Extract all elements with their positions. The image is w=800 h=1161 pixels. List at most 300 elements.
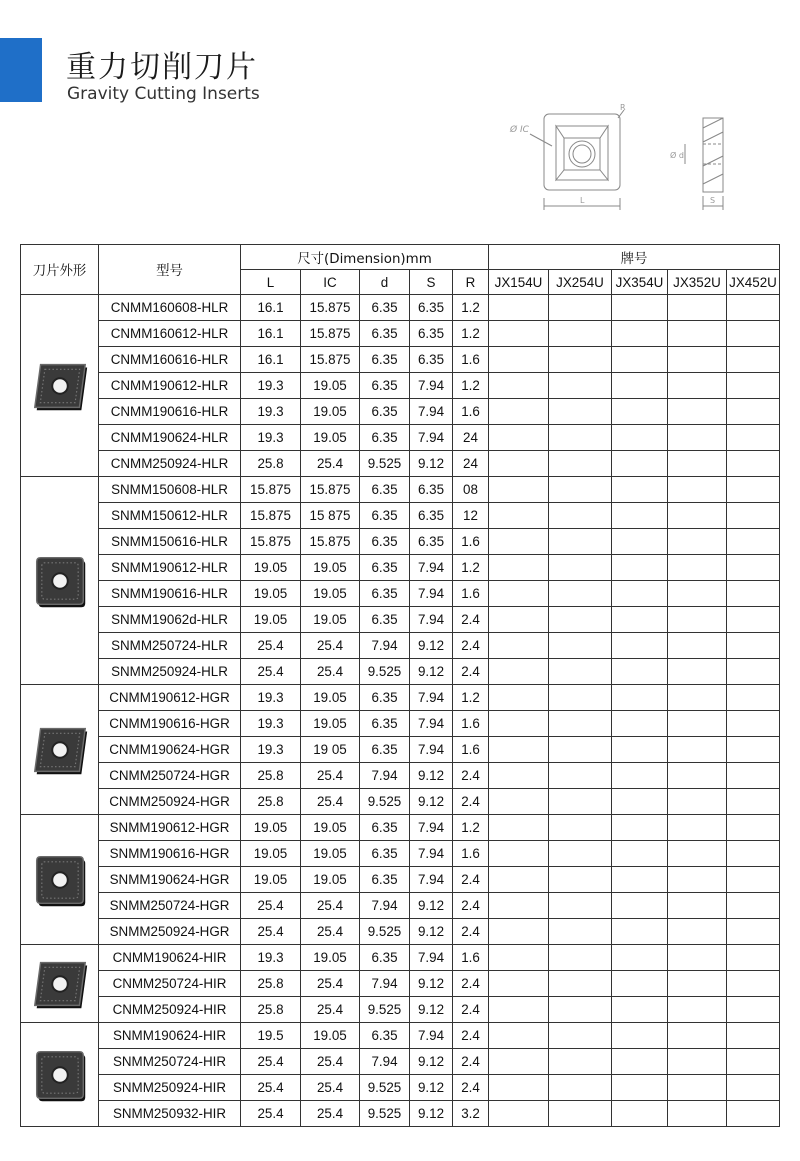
s-cell: 7.94 — [410, 867, 453, 893]
l-cell: 25.8 — [241, 971, 301, 997]
table-row — [21, 503, 780, 529]
grade-cell — [612, 633, 668, 659]
r-cell: 2.4 — [453, 1049, 489, 1075]
model-cell: CNMM160612-HLR — [99, 321, 241, 347]
ic-cell: 19.05 — [301, 555, 360, 581]
grade-cell — [727, 971, 780, 997]
r-cell: 1.2 — [453, 295, 489, 321]
s-cell: 6.35 — [410, 529, 453, 555]
s-cell: 7.94 — [410, 685, 453, 711]
l-cell: 19.05 — [241, 607, 301, 633]
ic-cell: 25.4 — [301, 659, 360, 685]
s-cell: 9.12 — [410, 1075, 453, 1101]
l-cell: 19.3 — [241, 399, 301, 425]
grade-cell — [612, 1101, 668, 1127]
grade-cell — [489, 659, 549, 685]
grade-cell — [549, 971, 612, 997]
s-cell: 6.35 — [410, 503, 453, 529]
grade-cell — [489, 1023, 549, 1049]
l-cell: 25.4 — [241, 1075, 301, 1101]
s-cell: 7.94 — [410, 711, 453, 737]
s-cell: 9.12 — [410, 1101, 453, 1127]
d-cell: 6.35 — [360, 867, 410, 893]
s-cell: 9.12 — [410, 763, 453, 789]
table-row — [21, 1023, 780, 1049]
grade-cell — [668, 919, 727, 945]
grade-cell — [549, 763, 612, 789]
grade-cell — [489, 789, 549, 815]
header-s: S — [410, 270, 453, 295]
d-cell: 7.94 — [360, 971, 410, 997]
grade-cell — [612, 399, 668, 425]
model-cell: CNMM160608-HLR — [99, 295, 241, 321]
grade-cell — [549, 711, 612, 737]
grade-cell — [489, 633, 549, 659]
d-cell: 6.35 — [360, 503, 410, 529]
d-cell: 9.525 — [360, 1075, 410, 1101]
grade-cell — [727, 659, 780, 685]
ic-cell: 15.875 — [301, 347, 360, 373]
grade-cell — [668, 1049, 727, 1075]
s-cell: 7.94 — [410, 607, 453, 633]
s-cell: 7.94 — [410, 737, 453, 763]
grade-cell — [549, 633, 612, 659]
l-label: L — [580, 196, 585, 205]
r-cell: 1.6 — [453, 347, 489, 373]
grade-cell — [489, 971, 549, 997]
grade-cell — [489, 893, 549, 919]
ic-cell: 25.4 — [301, 789, 360, 815]
d-cell: 6.35 — [360, 477, 410, 503]
insert-shape-cell — [21, 685, 99, 815]
grade-cell — [489, 321, 549, 347]
grade-cell — [612, 581, 668, 607]
grade-cell — [727, 503, 780, 529]
insert-shape-cell — [21, 1023, 99, 1127]
table-row — [21, 581, 780, 607]
ic-cell: 19.05 — [301, 841, 360, 867]
ic-cell: 19.05 — [301, 945, 360, 971]
ic-cell: 25.4 — [301, 763, 360, 789]
ic-cell: 15.875 — [301, 477, 360, 503]
grade-cell — [489, 399, 549, 425]
grade-cell — [612, 841, 668, 867]
grade-cell — [489, 919, 549, 945]
grade-cell — [668, 555, 727, 581]
grade-cell — [549, 607, 612, 633]
grade-cell — [489, 1049, 549, 1075]
table-row — [21, 1049, 780, 1075]
model-cell: CNMM190624-HGR — [99, 737, 241, 763]
grade-cell — [612, 555, 668, 581]
grade-cell — [668, 633, 727, 659]
grade-cell — [612, 711, 668, 737]
r-cell: 12 — [453, 503, 489, 529]
grade-cell — [549, 919, 612, 945]
d-cell: 6.35 — [360, 581, 410, 607]
grade-cell — [549, 581, 612, 607]
d-cell: 7.94 — [360, 893, 410, 919]
l-cell: 25.4 — [241, 1049, 301, 1075]
l-cell: 19.3 — [241, 711, 301, 737]
header-l: L — [241, 270, 301, 295]
ic-cell: 25.4 — [301, 451, 360, 477]
l-cell: 19.3 — [241, 373, 301, 399]
l-cell: 19.05 — [241, 815, 301, 841]
table-row — [21, 373, 780, 399]
grade-cell — [549, 841, 612, 867]
grade-cell — [489, 529, 549, 555]
grade-cell — [668, 321, 727, 347]
l-cell: 16.1 — [241, 321, 301, 347]
model-cell: SNMM250724-HLR — [99, 633, 241, 659]
header-jx254u: JX254U — [549, 270, 612, 295]
table-header-row — [21, 245, 780, 270]
table-row — [21, 633, 780, 659]
grade-cell — [612, 789, 668, 815]
model-cell: SNMM190624-HIR — [99, 1023, 241, 1049]
grade-cell — [612, 425, 668, 451]
grade-cell — [549, 503, 612, 529]
model-cell: CNMM190624-HIR — [99, 945, 241, 971]
grade-cell — [668, 893, 727, 919]
table-row — [21, 919, 780, 945]
r-cell: 2.4 — [453, 789, 489, 815]
grade-cell — [727, 945, 780, 971]
model-cell: SNMM19062d-HLR — [99, 607, 241, 633]
grade-cell — [668, 1101, 727, 1127]
s-cell: 7.94 — [410, 555, 453, 581]
l-cell: 25.8 — [241, 789, 301, 815]
grade-cell — [668, 1075, 727, 1101]
l-cell: 19.05 — [241, 581, 301, 607]
table-row — [21, 1101, 780, 1127]
s-cell: 7.94 — [410, 945, 453, 971]
grade-cell — [612, 607, 668, 633]
grade-cell — [668, 867, 727, 893]
ic-cell: 19.05 — [301, 425, 360, 451]
grade-cell — [727, 1049, 780, 1075]
grade-cell — [727, 685, 780, 711]
grade-cell — [549, 659, 612, 685]
insert-shape-cell — [21, 815, 99, 945]
d-cell: 6.35 — [360, 711, 410, 737]
d-cell: 6.35 — [360, 373, 410, 399]
grade-cell — [727, 347, 780, 373]
ic-cell: 19.05 — [301, 399, 360, 425]
ic-cell: 19.05 — [301, 867, 360, 893]
ic-cell: 15.875 — [301, 529, 360, 555]
l-cell: 25.4 — [241, 633, 301, 659]
grade-cell — [549, 321, 612, 347]
grade-cell — [668, 373, 727, 399]
grade-cell — [612, 295, 668, 321]
l-cell: 25.4 — [241, 659, 301, 685]
snmm-square-insert-icon — [27, 551, 93, 611]
grade-cell — [668, 711, 727, 737]
s-cell: 7.94 — [410, 1023, 453, 1049]
grade-cell — [727, 607, 780, 633]
table-row — [21, 997, 780, 1023]
insert-front-view — [530, 110, 624, 210]
grade-cell — [489, 477, 549, 503]
grade-cell — [612, 477, 668, 503]
d-cell: 6.35 — [360, 737, 410, 763]
model-cell: CNMM250924-HGR — [99, 789, 241, 815]
s-cell: 9.12 — [410, 789, 453, 815]
cnmm-rhombic-insert-icon — [27, 356, 93, 416]
page-title: 重力切削刀片 — [66, 50, 258, 85]
d-cell: 6.35 — [360, 399, 410, 425]
grade-cell — [668, 347, 727, 373]
grade-cell — [612, 893, 668, 919]
grade-cell — [668, 945, 727, 971]
ic-cell: 25.4 — [301, 1049, 360, 1075]
table-row — [21, 867, 780, 893]
ic-cell: 19.05 — [301, 711, 360, 737]
d-cell: 7.94 — [360, 633, 410, 659]
d-cell: 6.35 — [360, 1023, 410, 1049]
grade-cell — [727, 997, 780, 1023]
grade-cell — [668, 971, 727, 997]
s-cell: 9.12 — [410, 971, 453, 997]
l-cell: 19.05 — [241, 867, 301, 893]
s-cell: 9.12 — [410, 633, 453, 659]
grade-cell — [727, 763, 780, 789]
d-cell: 9.525 — [360, 451, 410, 477]
header-jx452u: JX452U — [727, 270, 780, 295]
table-row — [21, 815, 780, 841]
r-cell: 2.4 — [453, 867, 489, 893]
grade-cell — [549, 1101, 612, 1127]
table-row — [21, 711, 780, 737]
grade-cell — [668, 685, 727, 711]
grade-cell — [549, 555, 612, 581]
grade-cell — [549, 893, 612, 919]
cnmm-hgr-insert-icon — [27, 720, 93, 780]
ic-cell: 15.875 — [301, 295, 360, 321]
table-row — [21, 789, 780, 815]
grade-cell — [612, 867, 668, 893]
header-dimension: 尺寸(Dimension)mm — [241, 245, 489, 270]
grade-cell — [489, 373, 549, 399]
grade-cell — [727, 893, 780, 919]
grade-cell — [612, 1023, 668, 1049]
grade-cell — [549, 815, 612, 841]
grade-cell — [727, 815, 780, 841]
grade-cell — [668, 451, 727, 477]
header-ic: IC — [301, 270, 360, 295]
d-cell: 6.35 — [360, 685, 410, 711]
table-row — [21, 763, 780, 789]
model-cell: CNMM250724-HGR — [99, 763, 241, 789]
r-cell: 08 — [453, 477, 489, 503]
table-row — [21, 945, 780, 971]
ic-cell: 25.4 — [301, 997, 360, 1023]
header-shape: 刀片外形 — [21, 245, 99, 295]
grade-cell — [612, 1049, 668, 1075]
l-cell: 25.4 — [241, 1101, 301, 1127]
grade-cell — [612, 997, 668, 1023]
d-cell: 6.35 — [360, 607, 410, 633]
grade-cell — [668, 737, 727, 763]
grade-cell — [489, 1101, 549, 1127]
model-cell: CNMM190624-HLR — [99, 425, 241, 451]
grade-cell — [612, 971, 668, 997]
r-cell: 2.4 — [453, 659, 489, 685]
grade-cell — [668, 763, 727, 789]
grade-cell — [612, 529, 668, 555]
s-cell: 9.12 — [410, 919, 453, 945]
l-cell: 15.875 — [241, 503, 301, 529]
ic-cell: 15.875 — [301, 321, 360, 347]
grade-cell — [489, 1075, 549, 1101]
grade-cell — [668, 399, 727, 425]
grade-cell — [489, 581, 549, 607]
ic-cell: 25.4 — [301, 633, 360, 659]
grade-cell — [549, 529, 612, 555]
grade-cell — [612, 321, 668, 347]
ic-cell: 19.05 — [301, 607, 360, 633]
table-row — [21, 529, 780, 555]
grade-cell — [727, 633, 780, 659]
header-r: R — [453, 270, 489, 295]
l-cell: 19.3 — [241, 685, 301, 711]
grade-cell — [549, 451, 612, 477]
grade-cell — [727, 867, 780, 893]
ic-cell: 15 875 — [301, 503, 360, 529]
table-row — [21, 841, 780, 867]
l-cell: 25.8 — [241, 763, 301, 789]
r-cell: 24 — [453, 451, 489, 477]
grade-cell — [668, 581, 727, 607]
model-cell: SNMM250924-HGR — [99, 919, 241, 945]
model-cell: CNMM250924-HLR — [99, 451, 241, 477]
s-cell: 6.35 — [410, 347, 453, 373]
model-cell: SNMM190616-HGR — [99, 841, 241, 867]
header-jx154u: JX154U — [489, 270, 549, 295]
s-cell: 6.35 — [410, 477, 453, 503]
insert-shape-cell — [21, 295, 99, 477]
s-cell: 6.35 — [410, 321, 453, 347]
d-cell: 7.94 — [360, 1049, 410, 1075]
model-cell: SNMM150608-HLR — [99, 477, 241, 503]
grade-cell — [727, 919, 780, 945]
grade-cell — [612, 451, 668, 477]
grade-cell — [489, 451, 549, 477]
grade-cell — [549, 867, 612, 893]
model-cell: CNMM190616-HLR — [99, 399, 241, 425]
insert-spec-table — [20, 244, 780, 1127]
snmm-hir-insert-icon — [27, 1045, 93, 1105]
grade-cell — [727, 529, 780, 555]
r-cell: 24 — [453, 425, 489, 451]
s-cell: 7.94 — [410, 841, 453, 867]
model-cell: SNMM150616-HLR — [99, 529, 241, 555]
r-cell: 2.4 — [453, 1023, 489, 1049]
d-cell: 9.525 — [360, 919, 410, 945]
d-cell: 9.525 — [360, 659, 410, 685]
grade-cell — [727, 373, 780, 399]
grade-cell — [727, 1101, 780, 1127]
grade-cell — [612, 347, 668, 373]
grade-cell — [612, 1075, 668, 1101]
grade-cell — [489, 763, 549, 789]
table-row — [21, 607, 780, 633]
insert-shape-cell — [21, 477, 99, 685]
grade-cell — [489, 347, 549, 373]
model-cell: SNMM190612-HLR — [99, 555, 241, 581]
table-row — [21, 347, 780, 373]
grade-cell — [612, 685, 668, 711]
grade-cell — [549, 945, 612, 971]
l-cell: 19.3 — [241, 945, 301, 971]
r-cell: 1.6 — [453, 711, 489, 737]
r-cell: 2.4 — [453, 763, 489, 789]
grade-cell — [727, 581, 780, 607]
r-cell: 1.6 — [453, 581, 489, 607]
d-cell: 6.35 — [360, 321, 410, 347]
cnmm-hir-insert-icon — [27, 954, 93, 1014]
grade-cell — [489, 607, 549, 633]
r-cell: 1.6 — [453, 529, 489, 555]
grade-cell — [549, 295, 612, 321]
r-cell: 2.4 — [453, 633, 489, 659]
grade-cell — [727, 1075, 780, 1101]
r-cell: 1.2 — [453, 555, 489, 581]
grade-cell — [668, 1023, 727, 1049]
r-label: R — [620, 104, 626, 112]
grade-cell — [489, 555, 549, 581]
l-cell: 25.4 — [241, 893, 301, 919]
grade-cell — [727, 1023, 780, 1049]
s-cell: 6.35 — [410, 295, 453, 321]
header-grade: 牌号 — [489, 245, 780, 270]
model-cell: SNMM250924-HLR — [99, 659, 241, 685]
grade-cell — [549, 1049, 612, 1075]
d-cell: 9.525 — [360, 789, 410, 815]
grade-cell — [549, 425, 612, 451]
s-cell: 9.12 — [410, 659, 453, 685]
header-model: 型号 — [99, 245, 241, 295]
l-cell: 19.3 — [241, 737, 301, 763]
grade-cell — [727, 737, 780, 763]
grade-cell — [668, 607, 727, 633]
grade-cell — [549, 997, 612, 1023]
grade-cell — [549, 347, 612, 373]
grade-cell — [489, 815, 549, 841]
r-cell: 1.6 — [453, 841, 489, 867]
grade-cell — [668, 659, 727, 685]
ic-cell: 19.05 — [301, 815, 360, 841]
d-label: Ø d — [670, 151, 684, 160]
model-cell: CNMM250924-HIR — [99, 997, 241, 1023]
r-cell: 2.4 — [453, 1075, 489, 1101]
ic-cell: 19.05 — [301, 581, 360, 607]
model-cell: CNMM190612-HLR — [99, 373, 241, 399]
r-cell: 1.2 — [453, 685, 489, 711]
grade-cell — [668, 295, 727, 321]
model-cell: SNMM250932-HIR — [99, 1101, 241, 1127]
s-cell: 9.12 — [410, 893, 453, 919]
insert-shape-cell — [21, 945, 99, 1023]
grade-cell — [612, 815, 668, 841]
table-row — [21, 295, 780, 321]
l-cell: 16.1 — [241, 295, 301, 321]
grade-cell — [727, 321, 780, 347]
grade-cell — [489, 685, 549, 711]
grade-cell — [549, 373, 612, 399]
